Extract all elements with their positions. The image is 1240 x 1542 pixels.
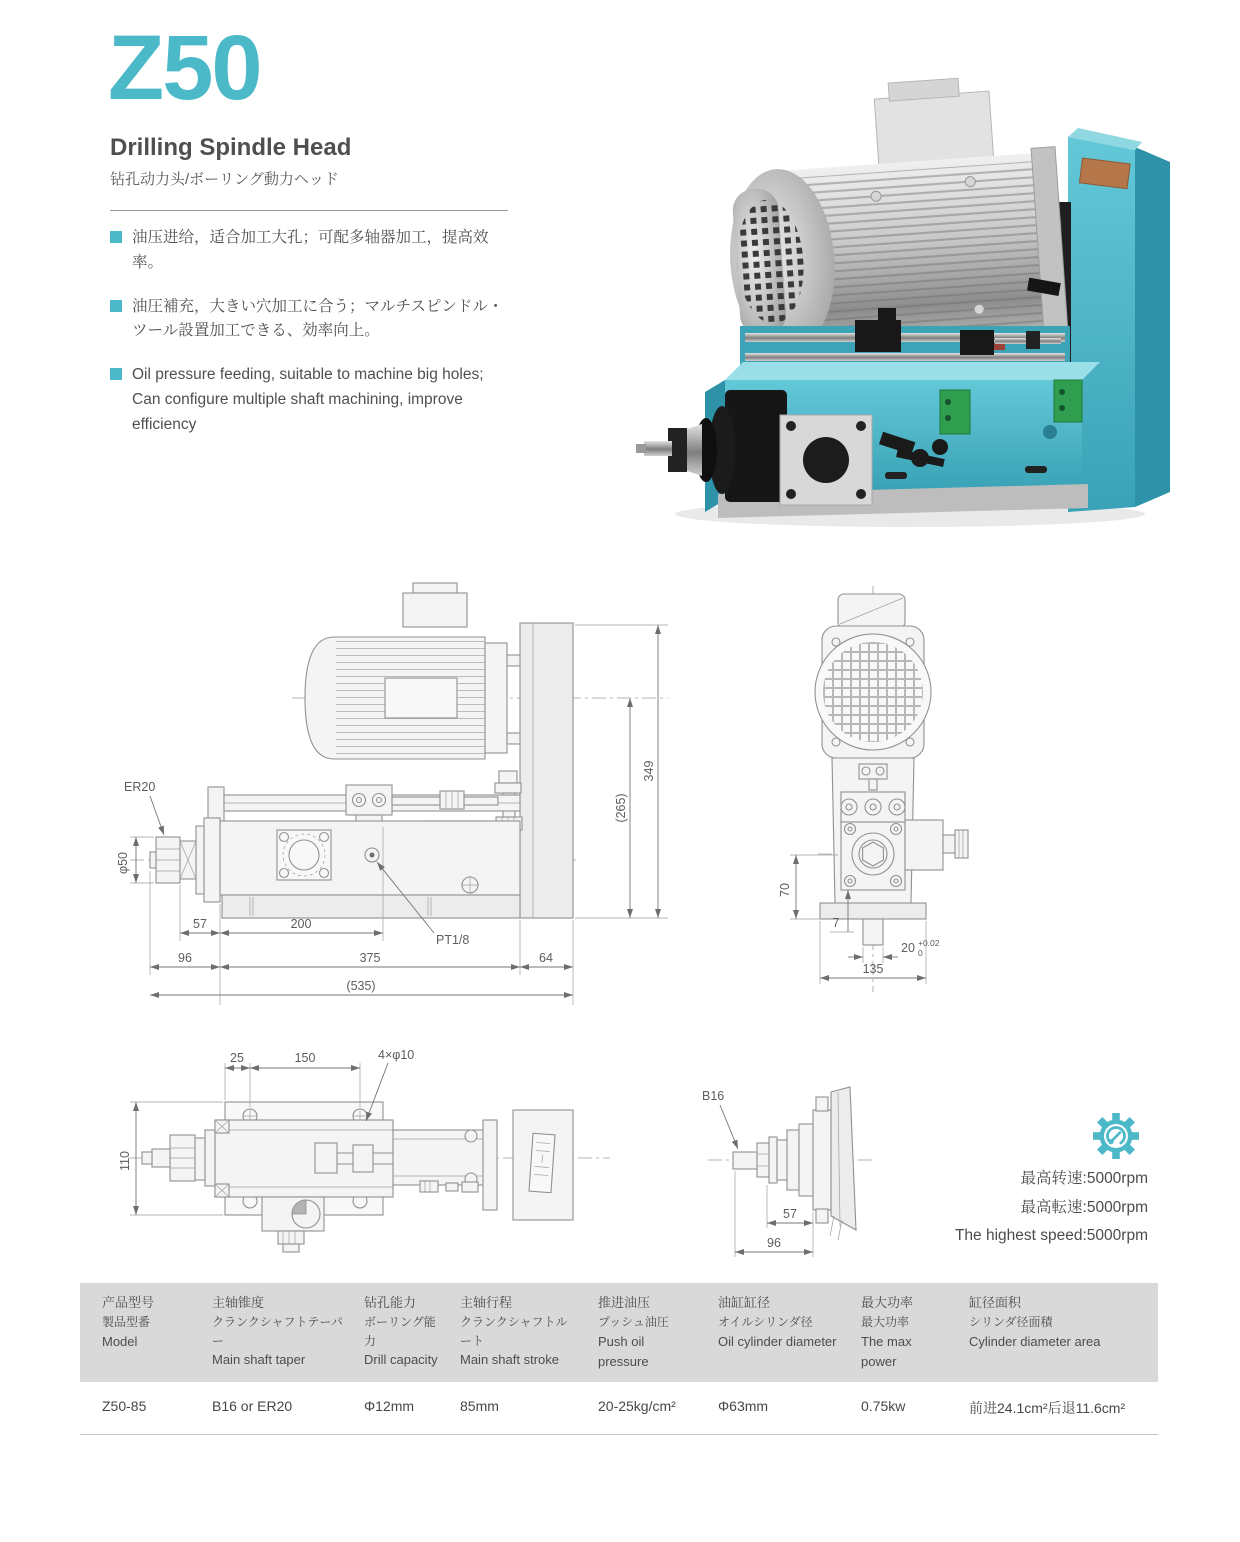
dim-375-label: 375 [359,951,381,965]
header-jp: オイルシリンダ径 [718,1315,813,1330]
spec-table-row [80,1382,1158,1435]
header-jp: 最大功率 [861,1315,910,1330]
bottom-view-drawing [110,1035,640,1285]
column-header-push-pressure [578,1293,698,1372]
feature-item [110,226,512,276]
product-name-cn-jp: 钻孔动力头/ボーリング動力ヘッド [110,171,339,188]
column-header-taper [192,1293,344,1372]
dim-135-label: 135 [862,962,884,976]
feature-list [110,226,512,457]
dim-110-label: 110 [118,1151,132,1171]
dim-535-label: (535) [346,979,376,993]
header-jp: クランクシャフトルート [460,1315,568,1348]
dim-57-label: 57 [783,1207,797,1221]
cell-taper: B16 or ER20 [212,1398,293,1415]
dim-25-label: 25 [230,1051,244,1065]
bullet-square-icon [110,300,122,312]
cell-stroke: 85mm [460,1398,499,1415]
spec-table [80,1283,1158,1435]
label-er20: ER20 [124,780,156,794]
photo-mount-column [1068,128,1170,512]
dim-57-label: 57 [193,917,207,931]
column-header-cylinder-diameter [698,1293,841,1372]
front-body [820,758,968,945]
column-header-max-power [841,1293,949,1372]
side-motor [305,583,521,759]
header-en: Drill capacity [364,1352,438,1368]
bullet-square-icon [110,231,122,243]
header-cn: 主轴行程 [460,1295,513,1310]
gear-gauge-icon [1092,1112,1140,1165]
label-4xphi10: 4×φ10 [378,1048,415,1062]
dim-265-label: (265) [614,793,628,823]
dim-20-label: 20 [901,941,915,955]
header-jp: クランクシャフトテーパー [212,1315,343,1348]
speed-info [818,1112,1148,1251]
header-cn: 主轴锥度 [212,1295,265,1310]
max-speed-cn: 最高转速:5000rpm [1020,1170,1148,1187]
header-cn: 缸径面积 [969,1295,1022,1310]
dim-349-label: 349 [642,760,656,782]
bullet-square-icon [110,368,122,380]
header-jp: 製品型番 [102,1315,151,1330]
header-cn: 推进油压 [598,1295,651,1310]
front-motor [815,594,931,758]
feature-text: 油圧補充，大きい穴加工に合う；マルチスピンドル・ツール設置加工できる、効率向上。 [132,297,504,340]
cell-model: Z50-85 [102,1398,147,1415]
header-en: Push oil pressure [598,1333,649,1369]
cell-cylinder-area: 前进24.1cm²后退11.6cm² [969,1400,1126,1417]
header-cn: 钻孔能力 [364,1295,417,1310]
front-view-drawing [770,580,1020,1015]
dim-200-label: 200 [290,917,312,931]
dim-70-label: 70 [778,883,792,897]
max-speed-en: The highest speed:5000rpm [954,1227,1148,1245]
dim-phi50-label: φ50 [116,851,130,875]
feature-text: Oil pressure feeding, suitable to machine big holes; Can configure multiple shaft machining, improve efficiency [132,366,484,433]
feature-item [110,295,512,345]
header-cn: 产品型号 [102,1295,155,1310]
side-view-drawing [100,575,680,1025]
column-header-cylinder-area [949,1293,1158,1372]
side-spindle-body [150,818,520,918]
spec-table-header [80,1283,1158,1382]
header-en: Oil cylinder diameter [718,1333,837,1349]
feature-text: 油压进给，适合加工大孔；可配多轴器加工，提高效率。 [132,229,489,271]
photo-gearbox-plate [780,415,872,505]
label-b16: B16 [702,1089,725,1103]
feature-item [110,363,512,437]
header-en: Main shaft stroke [460,1352,559,1368]
header-cn: 油缸缸径 [718,1295,771,1310]
dim-150-label: 150 [294,1051,316,1065]
label-pt18: PT1/8 [436,933,470,947]
header-divider [110,210,508,211]
header-jp: プッシュ油圧 [598,1315,669,1330]
bottom-end-block [513,1110,573,1220]
header-en: Cylinder diameter area [969,1333,1101,1349]
header-jp: シリンダ径面積 [969,1315,1053,1330]
header-jp: ボーリング能力 [364,1315,436,1348]
product-photo [630,62,1185,537]
bottom-hydraulic-block [262,1197,324,1252]
column-header-drill-capacity [344,1293,440,1372]
dim-20-tolerance-lower: 0 [918,948,923,958]
dim-64-label: 64 [539,951,553,965]
header-en: Model [102,1333,138,1349]
header-en: The max power [861,1333,912,1369]
cell-cylinder-diameter: Φ63mm [718,1398,769,1415]
product-name-en: Drilling Spindle Head [110,134,352,161]
dim-20-tolerance-upper: +0.02 [918,938,940,948]
cell-max-power: 0.75kw [861,1398,906,1415]
cell-push-pressure: 20-25kg/cm² [598,1398,676,1415]
model-title: Z50 [108,17,261,119]
column-header-model [80,1293,192,1372]
max-speed-jp: 最高転速:5000rpm [1020,1198,1148,1216]
header-en: Main shaft taper [212,1352,306,1368]
side-mount-column [520,623,573,918]
dim-96-label: 96 [178,951,192,965]
column-header-stroke [440,1293,578,1372]
cell-drill-capacity: Φ12mm [364,1398,415,1415]
dim-96-label: 96 [767,1236,781,1250]
dim-7-label: 7 [832,916,840,930]
header-cn: 最大功率 [861,1295,914,1310]
